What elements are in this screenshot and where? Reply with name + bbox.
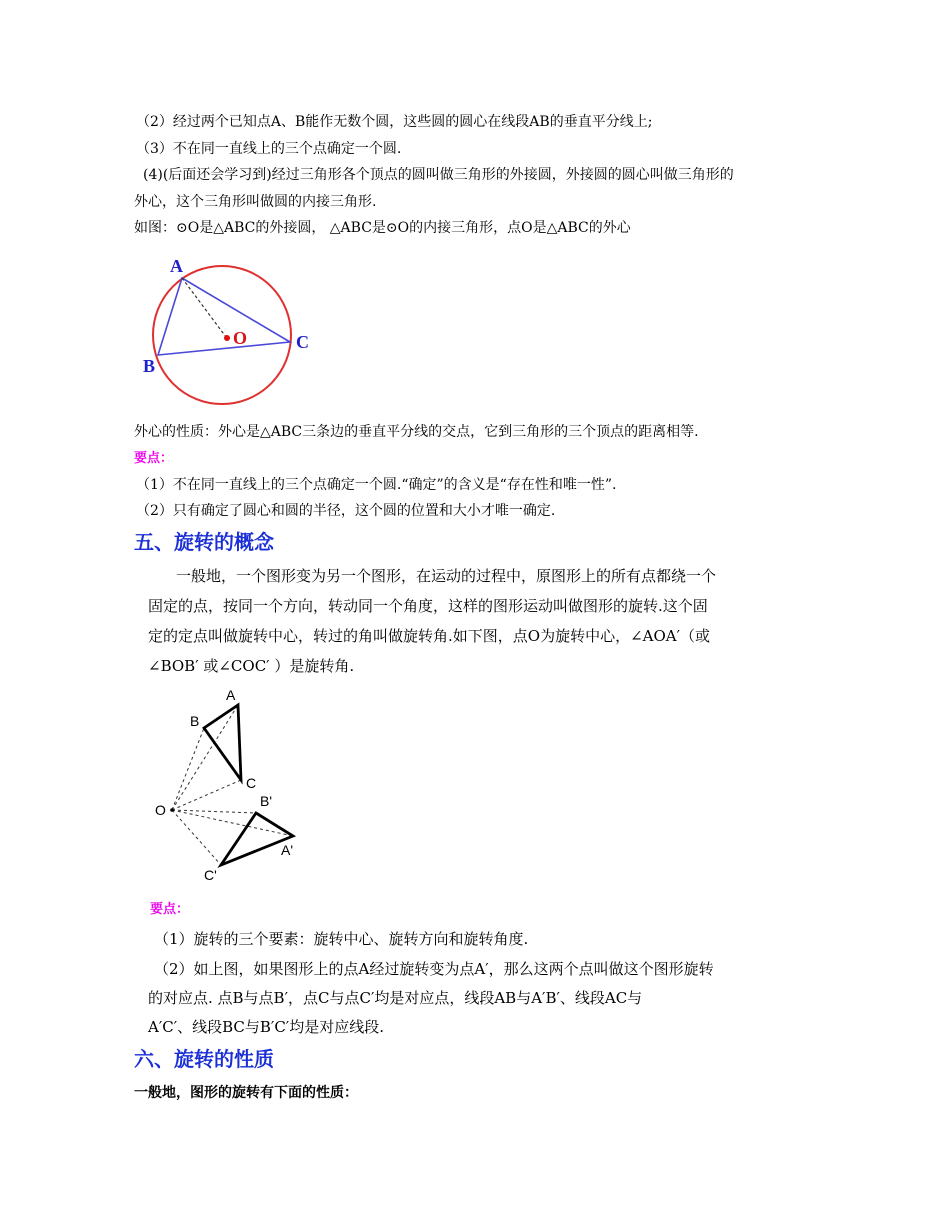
text-line: 定的定点叫做旋转中心，转过的角叫做旋转角.如下图，点O为旋转中心，∠AOA′（或	[148, 627, 711, 645]
center-point	[224, 335, 230, 341]
section-heading: 五、旋转的概念	[134, 530, 274, 554]
section-heading: 六、旋转的性质	[134, 1047, 274, 1071]
circumcircle	[153, 266, 291, 404]
label-a: A	[226, 687, 236, 703]
label-c: C	[246, 775, 257, 791]
triangle-abc	[158, 278, 290, 355]
text-line: 一般地，一个图形变为另一个图形，在运动的过程中，原图形上的所有点都绕一个	[176, 567, 717, 585]
text-line: 外心，这个三角形叫做圆的内接三角形.	[134, 194, 377, 210]
text-line: （2）经过两个已知点A、B能作无数个圆，这些圆的圆心在线段AB的垂直平分线上;	[136, 114, 653, 130]
label-a: A	[170, 256, 183, 276]
text-line: 外心的性质：外心是△ABC三条边的垂直平分线的交点，它到三角形的三个顶点的距离相等.	[134, 424, 699, 440]
radius-oa	[182, 278, 226, 337]
text-line: 的对应点. 点B与点B′，点C与点C′均是对应点，线段AB与A′B′、线段AC与	[148, 989, 643, 1007]
rotation-figure	[150, 685, 310, 885]
label-c: C	[296, 332, 309, 352]
text-line: （3）不在同一直线上的三个点确定一个圆.	[136, 141, 402, 157]
text-line: (4)(后面还会学习到)经过三角形各个顶点的圆叫做三角形的外接圆，外接圆的圆心叫做三角形的	[143, 167, 734, 183]
label-c-prime: C'	[204, 867, 217, 883]
text-line: A′C′、线段BC与B′C′均是对应线段.	[148, 1018, 384, 1036]
original-triangle	[204, 705, 241, 780]
circumcircle-figure	[135, 250, 325, 420]
label-o: O	[233, 328, 248, 348]
key-points-label: 要点：	[134, 451, 174, 466]
text-line: 固定的点，按同一个方向，转动同一个角度，这样的图形运动叫做图形的旋转.这个固	[148, 597, 708, 615]
text-line: （2）只有确定了圆心和圆的半径，这个圆的位置和大小才唯一确定.	[136, 503, 556, 519]
text-line: （1）不在同一直线上的三个点确定一个圆.“确定”的含义是“存在性和唯一性”.	[136, 477, 617, 493]
text-line: （1）旋转的三个要素：旋转中心、旋转方向和旋转角度.	[154, 930, 529, 948]
label-b: B	[190, 713, 200, 729]
text-line: 一般地，图形的旋转有下面的性质：	[134, 1085, 358, 1101]
text-line: ∠BOB′ 或∠COC′ ）是旋转角.	[148, 657, 355, 675]
key-points-label: 要点：	[150, 902, 190, 917]
text-line: 如图：⊙O是△ABC的外接圆， △ABC是⊙O的内接三角形，点O是△ABC的外心	[134, 220, 631, 236]
label-o: O	[155, 802, 166, 818]
label-a-prime: A'	[281, 842, 294, 858]
rotation-center	[170, 808, 174, 812]
label-b-prime: B'	[260, 793, 273, 809]
text-line: （2）如上图，如果图形上的点A经过旋转变为点A′，那么这两个点叫做这个图形旋转	[154, 960, 714, 978]
label-b: B	[143, 356, 156, 376]
